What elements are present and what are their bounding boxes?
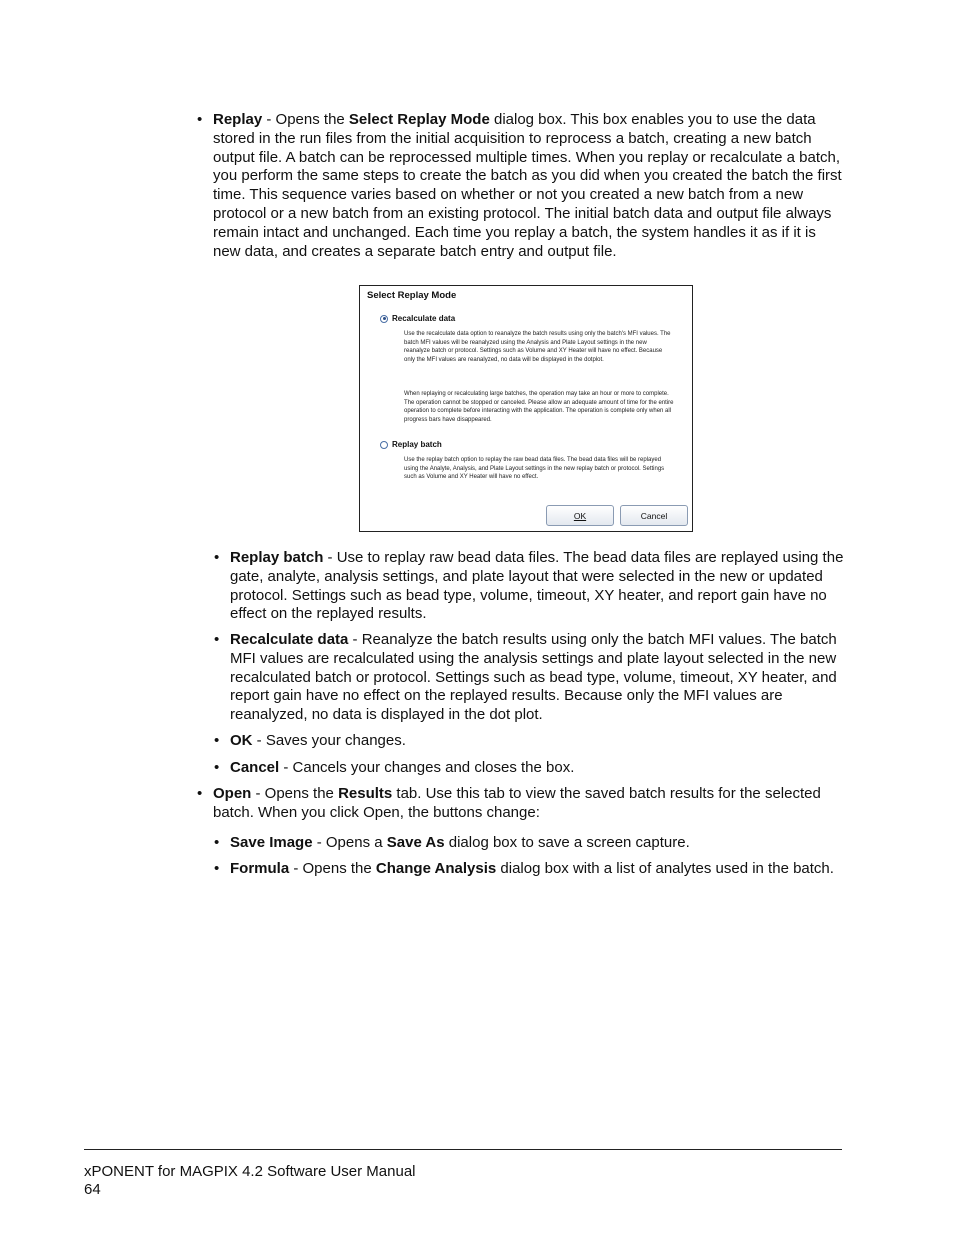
dialog-title: Select Replay Mode <box>367 290 457 301</box>
option-replay-batch-description: Use the replay batch option to replay the raw bead data files. The bead data files will be replayed using the Analyte, Analysis, and Plate Layout settings in the new replay batch or protocol. Settings such as Volume and XY Heater will have no effect. <box>404 457 665 481</box>
option-recalculate-description: Use the recalculate data option to reanalyze the batch results using only the batch's MFI values. The batch MFI values will be reanalyzed using the Analysis and Plate Layout settings in the new reanalyze batch or protocol. Settings such as Volume and XY Heater will have no effect. Because only the MFI values are reanalyzed, no data will be displayed in the dotplot. <box>404 331 671 363</box>
select-replay-mode-dialog <box>359 285 693 532</box>
term-replay: Replay <box>213 111 263 128</box>
page-number: 64 <box>84 1181 101 1198</box>
bullet-open: • Open - Opens the Results tab. Use this tab to view the saved batch results for the selected batch. When you click Open, the buttons change: <box>197 785 821 821</box>
footer-title: xPONENT for MAGPIX 4.2 Software User Manual <box>84 1163 416 1180</box>
bullet-save-image: • Save Image - Opens a Save As dialog box to save a screen capture. <box>214 834 690 851</box>
page-footer <box>84 1163 416 1199</box>
cancel-button[interactable]: Cancel <box>620 505 688 526</box>
ok-button[interactable]: OK <box>546 505 614 526</box>
bullet-formula: • Formula - Opens the Change Analysis dialog box with a list of analytes used in the batch. <box>214 860 834 877</box>
bullet-recalculate-data: • Recalculate data - Reanalyze the batch results using only the batch MFI values. The batch MFI values are recalculated using the analysis settings and plate layout selected in the new recalculated batch or protocol. Settings such as bead type, volume, timeout, XY heater, and report gain have no effect on the replayed results. Because only the MFI values are reanalyzed, no data is displayed in the dot plot. <box>214 631 837 724</box>
warning-text: When replaying or recalculating large batches, the operation may take an hour or more to complete. The operation cannot be stopped or canceled. Please allow an adequate amount of time for the entire operation to complete before interacting with the application. The operation is complete only when all progress bars have disappeared. <box>404 391 674 423</box>
option-recalculate[interactable] <box>380 314 455 323</box>
radio-selected-icon[interactable] <box>380 315 388 323</box>
bullet-replay: • Replay - Opens the Select Replay Mode dialog box. This box enables you to use the data stored in the run files from the initial acquisition to reprocess a batch, creating a new batch output file. A batch can be reprocessed multiple times. When you replay or recalculate a batch, you perform the same steps to create the batch as you did when you created the batch the first time. This sequence varies based on whether or not you created a new batch from a new protocol or a new batch from an existing protocol. The initial batch data and output file always remain intact and unchanged. Each time you replay a batch, the system handles it as if it is new data, and creates a separate batch entry and output file. <box>197 111 842 260</box>
footer-divider <box>84 1149 842 1150</box>
option-replay-batch-label: Replay batch <box>392 440 442 449</box>
bullet-cancel: • Cancel - Cancels your changes and closes the box. <box>214 759 575 776</box>
ref-select-replay-mode: Select Replay Mode <box>348 111 490 128</box>
option-recalculate-label: Recalculate data <box>392 314 456 323</box>
bullet-replay-batch: • Replay batch - Use to replay raw bead data files. The bead data files are replayed using the gate, analyte, analysis settings, and plate layout that were selected in the new or updated protocol. Settings such as bead type, volume, timeout, XY heater, and report gain have no effect on the replayed results. <box>214 549 844 623</box>
radio-unselected-icon[interactable] <box>380 441 388 449</box>
bullet-ok: • OK - Saves your changes. <box>214 732 406 749</box>
option-replay-batch[interactable] <box>380 440 442 449</box>
